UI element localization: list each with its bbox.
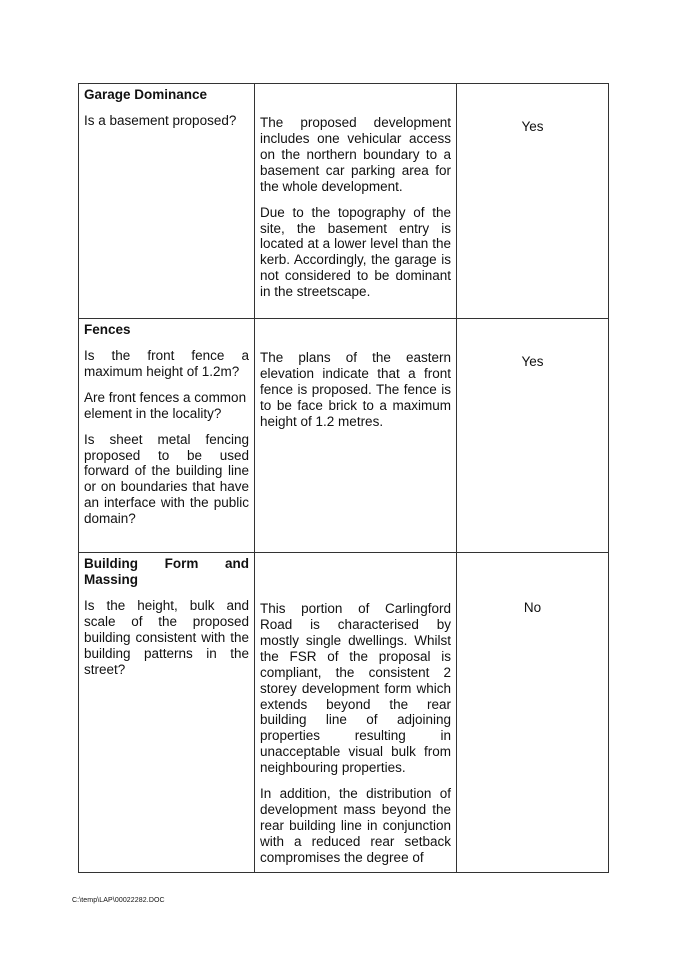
question-text: Is the front fence a maximum height of 1.2m? — [84, 347, 249, 379]
criteria-cell — [79, 553, 255, 873]
question-text: Are front fences a common element in the locality? — [84, 389, 247, 421]
criteria-cell — [79, 319, 255, 553]
compliance-answer: Yes — [521, 354, 544, 369]
section-heading: Building Form and Massing — [84, 556, 249, 587]
compliance-answer: No — [523, 600, 542, 615]
compliance-cell — [457, 319, 609, 553]
question-text: Is sheet metal fencing proposed to be used forward of the building line or on boundaries that have an interface with the public domain? — [84, 431, 249, 527]
comment-text: The plans of the eastern elevation indicate that a front fence is proposed. The fence is to be face brick to a maximum height of 1.2 metres. — [260, 350, 451, 429]
comment-text: Due to the topography of the site, the basement entry is located at a lower level than the kerb. Accordingly, the garage is not considered to be dominant in the streetscape. — [260, 204, 451, 300]
question-text: Is the height, bulk and scale of the proposed building consistent with the building patterns in the street? — [84, 597, 249, 677]
compliance-cell — [457, 84, 609, 319]
comment-cell — [255, 319, 457, 553]
comment-cell — [255, 84, 457, 319]
section-heading: Garage Dominance — [84, 87, 208, 102]
table-row — [79, 553, 609, 873]
comment-text: This portion of Carlingford Road is characterised by mostly single dwellings. Whilst the FSR of the proposal is compliant, the consistent 2 storey development form which extends beyond the rear building line of adjoining properties resulting in unacceptable visual bulk from neighbouring properties. — [260, 601, 451, 776]
comment-text: The proposed development includes one vehicular access on the northern boundary to a basement car parking area for the whole development. — [260, 115, 451, 194]
table-row — [79, 319, 609, 553]
compliance-cell — [457, 553, 609, 873]
compliance-answer: Yes — [521, 119, 544, 134]
assessment-table — [78, 83, 609, 873]
question-text: Is a basement proposed? — [84, 112, 237, 128]
comment-text: In addition, the distribution of development mass beyond the rear building line in conjunction with a reduced rear setback compromises the degree of — [260, 786, 451, 865]
table-row — [79, 84, 609, 319]
comment-cell — [255, 553, 457, 873]
file-path-footer: C:\temp\LAP\00022282.DOC — [72, 897, 165, 904]
section-heading: Fences — [84, 322, 131, 337]
criteria-cell — [79, 84, 255, 319]
